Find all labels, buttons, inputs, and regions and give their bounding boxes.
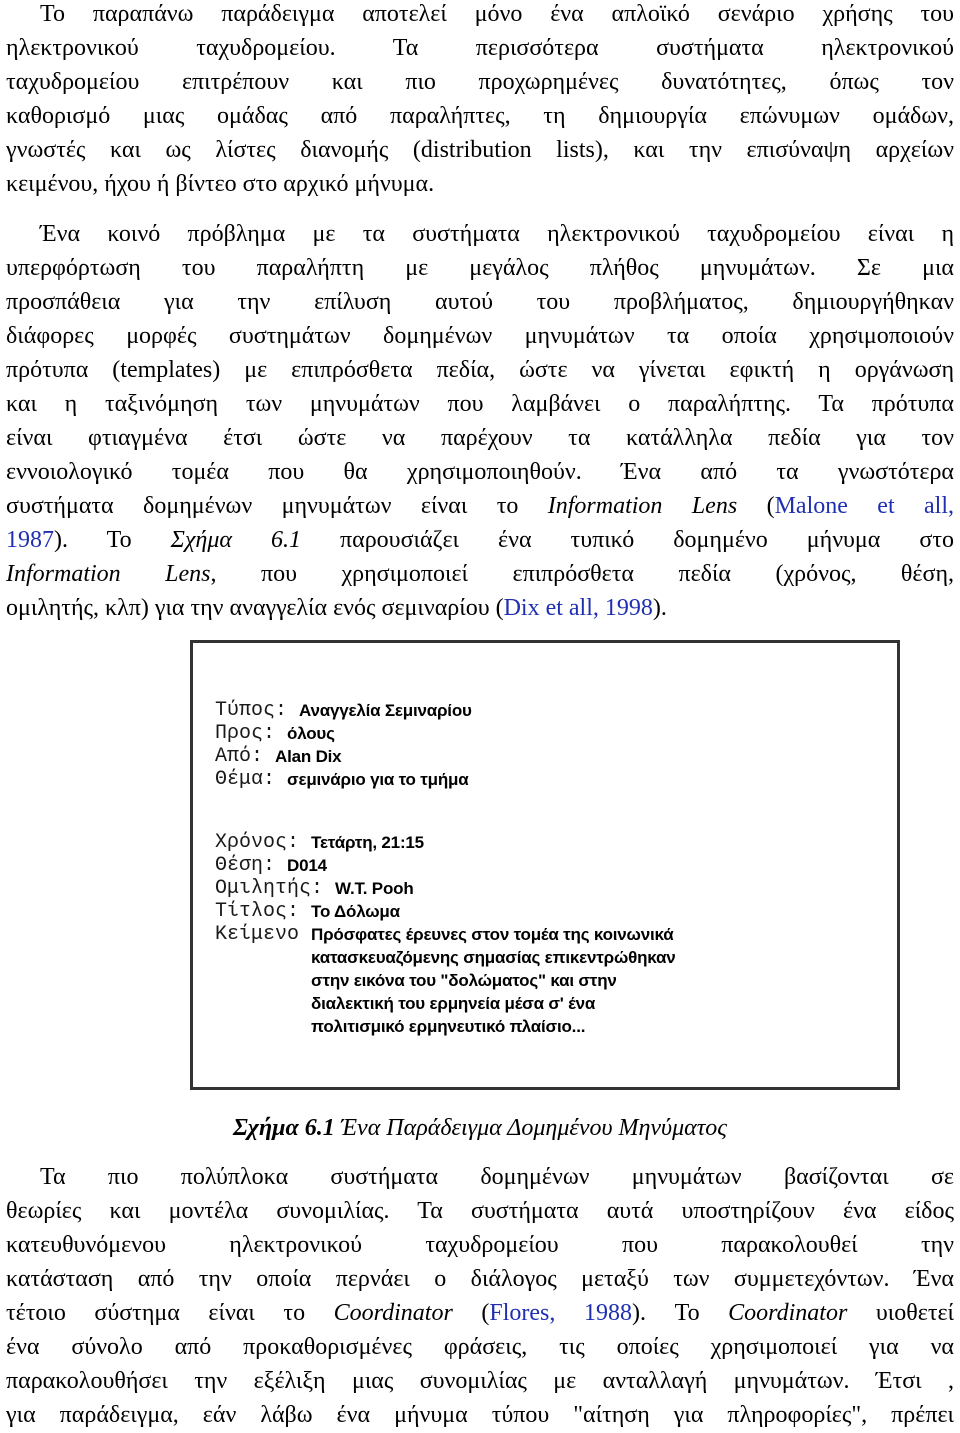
text-line — [6, 523, 954, 557]
text-line — [6, 167, 954, 201]
text-run: διάφορες μορφές συστημάτων δομημένων μηνυμάτων τα οποία χρησιμοποιούν — [6, 323, 954, 349]
field-title — [215, 900, 676, 923]
text-run: θεωρίες και μοντέλα συνομιλίας. Τα συστήματα αυτά υποστηρίζουν ένα είδος — [6, 1198, 954, 1224]
field-value: Alan Dix — [275, 747, 342, 766]
text-run: πρότυπα (templates) με επιπρόσθετα πεδία, ώστε να γίνεται εφικτή η οργάνωση — [6, 357, 954, 383]
text-run: ηλεκτρονικού ταχυδρομείου. Τα περισσότερα συστήματα ηλεκτρονικού — [6, 35, 954, 61]
text-run: ταχυδρομείου επιτρέπουν και πιο προχωρημένες δυνατότητες, όπως τον — [6, 69, 954, 95]
paragraph-structured-messages — [6, 217, 954, 625]
text-line — [6, 387, 954, 421]
field-label: Προς: — [215, 722, 276, 745]
text-run: γνωστές και ως λίστες διανομής (distribution lists), και την επισύναψη αρχείων — [6, 137, 954, 163]
field-value: όλους — [287, 724, 335, 743]
body-text-line: κατασκευαζόμενης σημασίας επικεντρώθηκαν — [311, 948, 676, 967]
field-speaker — [215, 877, 676, 900]
text-run: για παράδειγμα, εάν λάβω ένα μήνυμα τύπου "αίτηση για πληροφορίες", πρέπει — [6, 1402, 954, 1428]
field-value: W.T. Pooh — [335, 879, 414, 898]
text-run: κειμένου, ήχου ή βίντεο στο αρχικό μήνυμα. — [6, 171, 435, 197]
body-text-line: πολιτισμικό ερμηνευτικό πλαίσιο... — [311, 1017, 586, 1036]
body-text-line: στην εικόνα του "δολώματος" και στην — [311, 971, 617, 990]
field-label: Κείμενο — [215, 923, 300, 946]
paragraph-conversation-systems — [6, 1160, 954, 1432]
text-line — [6, 65, 954, 99]
text-line — [6, 1228, 954, 1262]
italic-term: Coordinator — [728, 1300, 848, 1326]
text-run: ένα σύνολο από προκαθορισμένες φράσεις, τις οποίες χρησιμοποιεί για να — [6, 1334, 954, 1360]
field-label: Τίτλος: — [215, 900, 300, 923]
text-run: υιοθετεί — [847, 1300, 954, 1326]
text-run: Το παραπάνω παράδειγμα αποτελεί μόνο ένα απλοϊκό σενάριο χρήσης του — [40, 1, 954, 27]
text-line — [6, 1262, 954, 1296]
text-run: , που χρησιμοποιεί επιπρόσθετα πεδία (χρόνος, θέση, — [210, 561, 954, 587]
text-run: κατευθυνόμενου ηλεκτρονικού ταχυδρομείου που παρακολουθεί την — [6, 1232, 954, 1258]
text-line — [6, 133, 954, 167]
field-value: D014 — [287, 856, 327, 875]
text-run: παρακολουθήσει την εξέλιξη μιας συνομιλίας με ανταλλαγή μηνυμάτων. Έτσι , — [6, 1368, 954, 1394]
text-run: προσπάθεια για την επίλυση αυτού του προβλήματος, δημιουργήθηκαν — [6, 289, 954, 315]
text-run: Τα πιο πολύπλοκα συστήματα δομημένων μηνυμάτων βασίζονται σε — [40, 1164, 954, 1190]
text-line — [6, 557, 954, 591]
field-body-text — [311, 923, 675, 1038]
text-run: και η ταξινόμηση των μηνυμάτων που λαμβάνει ο παραλήπτης. Τα πρότυπα — [6, 391, 954, 417]
text-line — [6, 285, 954, 319]
text-line — [6, 591, 954, 625]
text-run: ). Το — [631, 1300, 729, 1326]
text-run: παρουσιάζει ένα τυπικό δομημένο μήνυμα στο — [301, 527, 954, 553]
italic-term: Information Lens — [547, 493, 738, 519]
text-run: υπερφόρτωση του παραλήπτη με μεγάλος πλήθος μηνυμάτων. Σε μια — [6, 255, 954, 281]
text-line — [6, 353, 954, 387]
field-label: Θέμα: — [215, 768, 276, 791]
text-run: ομιλητής, κλπ) για την αναγγελία ενός σεμιναρίου ( — [6, 595, 504, 621]
text-run: Ένα κοινό πρόβλημα με τα συστήματα ηλεκτρονικού ταχυδρομείου είναι η — [40, 221, 954, 247]
field-type — [215, 699, 676, 722]
text-run: κατάσταση από την οποία περνάει ο διάλογος μεταξύ των συμμετεχόντων. Ένα — [6, 1266, 954, 1292]
italic-term: Σχήμα 6.1 — [170, 527, 301, 553]
figure-number: Σχήμα 6.1 — [232, 1115, 335, 1141]
citation-link[interactable]: Flores, 1988 — [489, 1300, 632, 1326]
field-subject — [215, 768, 676, 791]
field-from — [215, 745, 676, 768]
field-label: Χρόνος: — [215, 831, 300, 854]
field-body — [215, 923, 676, 1038]
text-line — [6, 99, 954, 133]
text-line — [6, 1364, 954, 1398]
figure-caption — [0, 1111, 960, 1145]
text-run: είναι φτιαγμένα έτσι ώστε να παρέχουν τα κατάλληλα πεδία για τον — [6, 425, 954, 451]
text-run: ( — [452, 1300, 490, 1326]
text-run: ( — [737, 493, 775, 519]
text-line — [6, 421, 954, 455]
text-line — [6, 0, 954, 31]
text-line — [6, 1296, 954, 1330]
text-run: συστήματα δομημένων μηνυμάτων είναι το — [6, 493, 548, 519]
field-value: Τετάρτη, 21:15 — [311, 833, 424, 852]
citation-link[interactable]: Dix et all, 1998 — [503, 595, 653, 621]
text-line — [6, 489, 954, 523]
field-label: Τύπος: — [215, 699, 288, 722]
body-text-line: διαλεκτική του ερμηνεία μέσα σ' ένα — [311, 994, 596, 1013]
body-text-line: Πρόσφατες έρευνες στον τομέα της κοινωνικά — [311, 925, 674, 944]
text-line — [6, 1398, 954, 1432]
field-place — [215, 854, 676, 877]
text-line — [6, 251, 954, 285]
text-line — [6, 1330, 954, 1364]
text-run: εννοιολογικό τομέα που θα χρησιμοποιηθούν. Ένα από τα γνωστότερα — [6, 459, 954, 485]
text-run: ). — [652, 595, 667, 621]
italic-term: Information Lens — [6, 561, 211, 587]
field-label: Θέση: — [215, 854, 276, 877]
text-line — [6, 31, 954, 65]
paragraph-email-features — [6, 0, 954, 201]
citation-link[interactable]: 1987 — [6, 527, 54, 553]
field-value: Το Δόλωμα — [311, 902, 400, 921]
field-to — [215, 722, 676, 745]
field-value: σεμινάριο για το τμήμα — [287, 770, 469, 789]
text-line — [6, 319, 954, 353]
field-value: Αναγγελία Σεμιναρίου — [299, 701, 472, 720]
text-run: καθορισμό μιας ομάδας από παραλήπτες, τη δημιουργία επώνυμων ομάδων, — [6, 103, 954, 129]
text-line — [6, 455, 954, 489]
field-time — [215, 831, 676, 854]
citation-link[interactable]: Malone et all, — [774, 493, 955, 519]
message-fields — [215, 699, 676, 1038]
text-run: ). Το — [54, 527, 171, 553]
text-line — [6, 1160, 954, 1194]
structured-message-figure — [190, 640, 900, 1090]
field-label: Από: — [215, 745, 264, 768]
detail-fields — [215, 831, 676, 1038]
field-label: Ομιλητής: — [215, 877, 324, 900]
header-fields — [215, 699, 676, 791]
text-run: τέτοιο σύστημα είναι το — [6, 1300, 334, 1326]
text-line — [6, 1194, 954, 1228]
figure-title: Ένα Παράδειγμα Δομημένου Μηνύματος — [340, 1115, 728, 1141]
text-line — [6, 217, 954, 251]
italic-term: Coordinator — [333, 1300, 453, 1326]
